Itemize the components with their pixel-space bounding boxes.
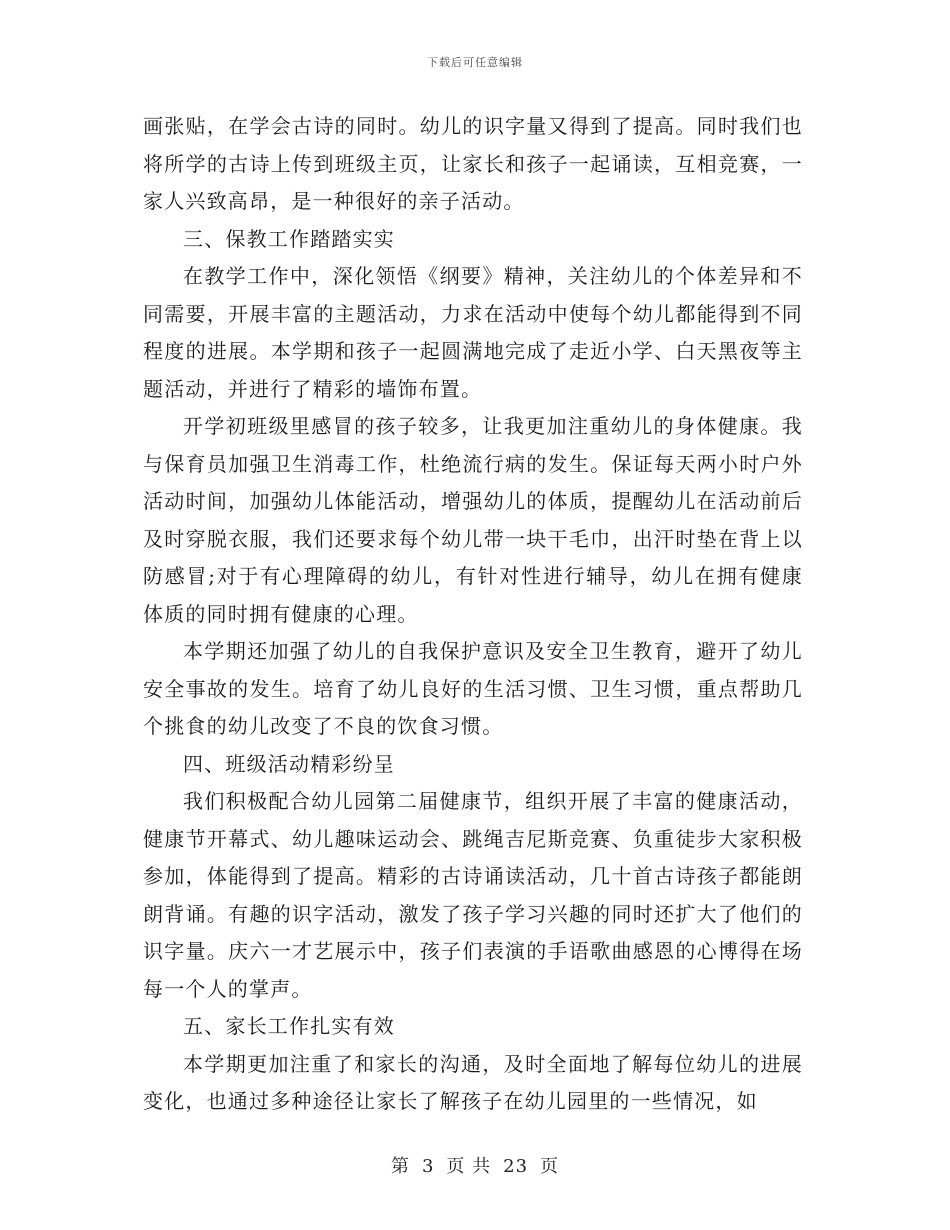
paragraph-activities: 我们积极配合幼儿园第二届健康节，组织开展了丰富的健康活动，健康节开幕式、幼儿趣味运动会、跳绳吉尼斯竞赛、负重徒步大家积极参加，体能得到了提高。精彩的古诗诵读活动，几十首古诗孩子都能朗朗背诵。有趣的识字活动，激发了孩子学习兴趣的同时还扩大了他们的识字量。庆六一才艺展示中，孩子们表演的手语歌曲感恩的心博得在场每一个人的掌声。 xyxy=(143,789,803,1001)
section-heading-4: 四、班级活动精彩纷呈 xyxy=(183,751,395,776)
page-total: 23 xyxy=(503,1156,529,1177)
page-label-mid: 页 共 xyxy=(446,1156,492,1177)
section-heading-5: 五、家长工作扎实有效 xyxy=(183,1014,395,1038)
paragraph-teaching: 在教学工作中，深化领悟《纲要》精神，关注幼儿的个体差异和不同需要，开展丰富的主题活动，力求在活动中使每个幼儿都能得到不同程度的进展。本学期和孩子一起圆满地完成了走近小学、白天黑夜等主题活动，并进行了精彩的墙饰布置。 xyxy=(143,264,803,401)
paragraph-continuation: 画张贴，在学会古诗的同时。幼儿的识字量又得到了提高。同时我们也将所学的古诗上传到班级主页，让家长和孩子一起诵读，互相竞赛，一家人兴致高昂，是一种很好的亲子活动。 xyxy=(143,114,803,213)
page-current: 3 xyxy=(421,1156,435,1177)
section-heading-3: 三、保教工作踏踏实实 xyxy=(183,226,395,251)
header-note: 下载后可任意编辑 xyxy=(427,56,523,69)
paragraph-health: 开学初班级里感冒的孩子较多，让我更加注重幼儿的身体健康。我与保育员加强卫生消毒工作，杜绝流行病的发生。保证每天两小时户外活动时间，加强幼儿体能活动，增强幼儿的体质，提醒幼儿在活动前后及时穿脱衣服，我们还要求每个幼儿带一块干毛巾，出汗时垫在背上以防感冒;对于有心理障碍的幼儿，有针对性进行辅导，幼儿在拥有健康体质的同时拥有健康的心理。 xyxy=(143,414,803,626)
page-footer xyxy=(0,1152,950,1178)
page-label-prefix: 第 xyxy=(390,1156,410,1177)
page-label-suffix: 页 xyxy=(540,1156,560,1177)
document-body xyxy=(143,108,803,1121)
paragraph-parents: 本学期更加注重了和家长的沟通，及时全面地了解每位幼儿的进展变化，也通过多种途径让家长了解孩子在幼儿园里的一些情况，如 xyxy=(143,1051,803,1113)
paragraph-safety: 本学期还加强了幼儿的自我保护意识及安全卫生教育，避开了幼儿安全事故的发生。培育了幼儿良好的生活习惯、卫生习惯，重点帮助几个挑食的幼儿改变了不良的饮食习惯。 xyxy=(143,639,803,738)
